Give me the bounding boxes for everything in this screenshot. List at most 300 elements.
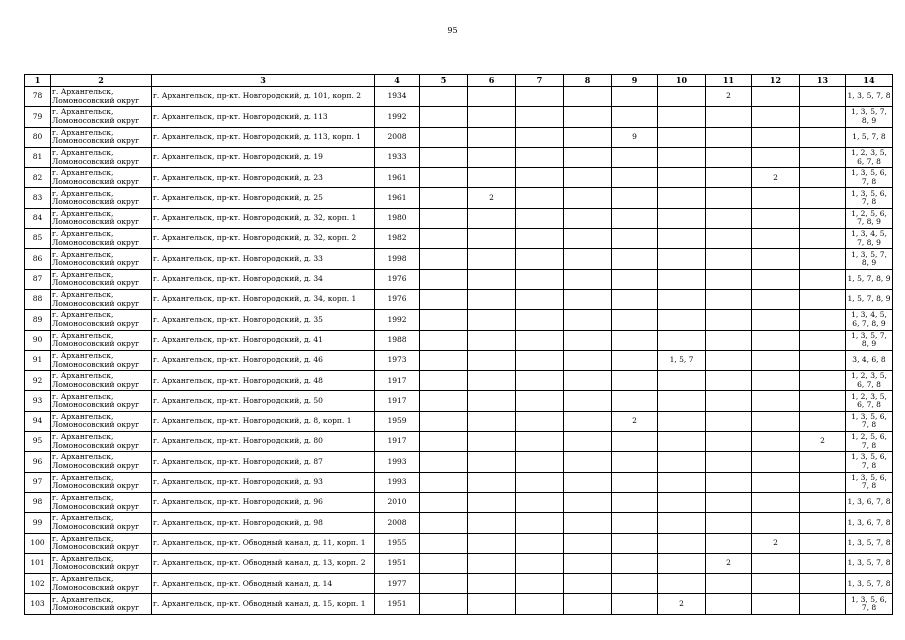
row-number-cell: 88	[25, 289, 51, 309]
row-number-cell: 82	[25, 168, 51, 188]
district-cell: г. Архангельск, Ломоносовский округ	[51, 168, 152, 188]
col8-cell	[564, 432, 612, 452]
column-header: 7	[516, 75, 564, 87]
col12-cell	[752, 553, 800, 573]
year-cell: 2010	[375, 492, 420, 512]
col6-cell	[468, 432, 516, 452]
col10-cell	[658, 229, 706, 249]
table-row	[25, 350, 893, 370]
district-cell: г. Архангельск, Ломоносовский округ	[51, 371, 152, 391]
col12-cell	[752, 269, 800, 289]
col13-cell	[800, 87, 846, 107]
col6-cell	[468, 574, 516, 594]
col6-cell	[468, 391, 516, 411]
col14-cell: 1, 3, 5, 7, 8, 9	[846, 249, 893, 269]
table-row	[25, 472, 893, 492]
col6-cell	[468, 208, 516, 228]
col10-cell	[658, 269, 706, 289]
address-cell: г. Архангельск, пр-кт. Новгородский, д. 23	[152, 168, 375, 188]
district-cell: г. Архангельск, Ломоносовский округ	[51, 330, 152, 350]
col8-cell	[564, 127, 612, 147]
row-number-cell: 84	[25, 208, 51, 228]
col7-cell	[516, 492, 564, 512]
col5-cell	[420, 432, 468, 452]
col11-cell	[706, 107, 752, 127]
table-row	[25, 371, 893, 391]
col8-cell	[564, 310, 612, 330]
row-number-cell: 100	[25, 533, 51, 553]
col12-cell	[752, 147, 800, 167]
col8-cell	[564, 249, 612, 269]
col12-cell	[752, 249, 800, 269]
col7-cell	[516, 371, 564, 391]
col7-cell	[516, 411, 564, 431]
col8-cell	[564, 168, 612, 188]
col7-cell	[516, 269, 564, 289]
col10-cell	[658, 533, 706, 553]
year-cell: 1917	[375, 391, 420, 411]
year-cell: 1951	[375, 594, 420, 614]
table-row	[25, 513, 893, 533]
district-cell: г. Архангельск, Ломоносовский округ	[51, 432, 152, 452]
col8-cell	[564, 391, 612, 411]
col10-cell: 1, 5, 7	[658, 350, 706, 370]
col5-cell	[420, 208, 468, 228]
col8-cell	[564, 330, 612, 350]
col11-cell	[706, 350, 752, 370]
row-number-cell: 87	[25, 269, 51, 289]
address-cell: г. Архангельск, пр-кт. Новгородский, д. 50	[152, 391, 375, 411]
address-cell: г. Архангельск, пр-кт. Новгородский, д. 98	[152, 513, 375, 533]
district-cell: г. Архангельск, Ломоносовский округ	[51, 492, 152, 512]
row-number-cell: 79	[25, 107, 51, 127]
col5-cell	[420, 188, 468, 208]
col6-cell	[468, 452, 516, 472]
col11-cell	[706, 289, 752, 309]
table-row	[25, 249, 893, 269]
year-cell: 1934	[375, 87, 420, 107]
col12-cell	[752, 87, 800, 107]
district-cell: г. Архангельск, Ломоносовский округ	[51, 452, 152, 472]
column-header: 1	[25, 75, 51, 87]
col7-cell	[516, 330, 564, 350]
col11-cell	[706, 472, 752, 492]
col5-cell	[420, 87, 468, 107]
col5-cell	[420, 350, 468, 370]
year-cell: 1973	[375, 350, 420, 370]
row-number-cell: 86	[25, 249, 51, 269]
address-cell: г. Архангельск, пр-кт. Обводный канал, д. 13, корп. 2	[152, 553, 375, 573]
col9-cell	[612, 513, 658, 533]
col14-cell: 1, 3, 5, 6, 7, 8	[846, 168, 893, 188]
column-header: 14	[846, 75, 893, 87]
year-cell: 1917	[375, 432, 420, 452]
col14-cell: 1, 5, 7, 8	[846, 127, 893, 147]
address-cell: г. Архангельск, пр-кт. Обводный канал, д. 15, корп. 1	[152, 594, 375, 614]
col12-cell	[752, 432, 800, 452]
col14-cell: 1, 3, 5, 7, 8	[846, 533, 893, 553]
col12-cell	[752, 513, 800, 533]
col12-cell	[752, 310, 800, 330]
col13-cell	[800, 452, 846, 472]
col14-cell: 1, 2, 3, 5, 6, 7, 8	[846, 147, 893, 167]
col11-cell	[706, 513, 752, 533]
year-cell: 1992	[375, 310, 420, 330]
col13-cell	[800, 553, 846, 573]
col12-cell	[752, 594, 800, 614]
col14-cell: 1, 3, 5, 7, 8, 9	[846, 330, 893, 350]
col14-cell: 1, 3, 5, 7, 8	[846, 574, 893, 594]
col8-cell	[564, 533, 612, 553]
col14-cell: 1, 3, 5, 6, 7, 8	[846, 452, 893, 472]
row-number-cell: 94	[25, 411, 51, 431]
col11-cell: 2	[706, 553, 752, 573]
col14-cell: 1, 3, 5, 6, 7, 8	[846, 472, 893, 492]
col5-cell	[420, 594, 468, 614]
col11-cell	[706, 432, 752, 452]
district-cell: г. Архангельск, Ломоносовский округ	[51, 188, 152, 208]
year-cell: 1998	[375, 249, 420, 269]
col9-cell	[612, 229, 658, 249]
address-cell: г. Архангельск, пр-кт. Новгородский, д. 25	[152, 188, 375, 208]
table-row	[25, 330, 893, 350]
col14-cell: 1, 2, 3, 5, 6, 7, 8	[846, 371, 893, 391]
table-row	[25, 269, 893, 289]
col12-cell	[752, 107, 800, 127]
col9-cell	[612, 87, 658, 107]
col8-cell	[564, 229, 612, 249]
address-cell: г. Архангельск, пр-кт. Новгородский, д. 35	[152, 310, 375, 330]
district-cell: г. Архангельск, Ломоносовский округ	[51, 513, 152, 533]
year-cell: 1993	[375, 472, 420, 492]
col9-cell	[612, 330, 658, 350]
col9-cell	[612, 147, 658, 167]
col7-cell	[516, 208, 564, 228]
col14-cell: 1, 3, 6, 7, 8	[846, 513, 893, 533]
col6-cell	[468, 472, 516, 492]
col9-cell	[612, 107, 658, 127]
col10-cell	[658, 574, 706, 594]
col11-cell	[706, 208, 752, 228]
col7-cell	[516, 188, 564, 208]
table-row	[25, 168, 893, 188]
table-row	[25, 533, 893, 553]
col13-cell	[800, 492, 846, 512]
col10-cell	[658, 127, 706, 147]
col8-cell	[564, 269, 612, 289]
col13-cell	[800, 127, 846, 147]
district-cell: г. Архангельск, Ломоносовский округ	[51, 553, 152, 573]
col8-cell	[564, 574, 612, 594]
col13-cell	[800, 472, 846, 492]
address-cell: г. Архангельск, пр-кт. Новгородский, д. 101, корп. 2	[152, 87, 375, 107]
table-row	[25, 289, 893, 309]
col7-cell	[516, 594, 564, 614]
col14-cell: 1, 5, 7, 8, 9	[846, 289, 893, 309]
table-header-row	[25, 75, 893, 87]
col9-cell	[612, 574, 658, 594]
table-row	[25, 107, 893, 127]
col8-cell	[564, 289, 612, 309]
col10-cell	[658, 188, 706, 208]
district-cell: г. Архангельск, Ломоносовский округ	[51, 391, 152, 411]
col8-cell	[564, 472, 612, 492]
table-row	[25, 391, 893, 411]
col9-cell	[612, 249, 658, 269]
col11-cell	[706, 168, 752, 188]
row-number-cell: 95	[25, 432, 51, 452]
address-cell: г. Архангельск, пр-кт. Новгородский, д. 34	[152, 269, 375, 289]
col12-cell	[752, 330, 800, 350]
col11-cell	[706, 147, 752, 167]
col7-cell	[516, 553, 564, 573]
col7-cell	[516, 229, 564, 249]
col9-cell	[612, 350, 658, 370]
col12-cell	[752, 391, 800, 411]
col9-cell	[612, 310, 658, 330]
address-cell: г. Архангельск, пр-кт. Новгородский, д. 48	[152, 371, 375, 391]
col9-cell	[612, 533, 658, 553]
district-cell: г. Архангельск, Ломоносовский округ	[51, 269, 152, 289]
col7-cell	[516, 513, 564, 533]
column-header: 6	[468, 75, 516, 87]
col13-cell	[800, 229, 846, 249]
row-number-cell: 97	[25, 472, 51, 492]
district-cell: г. Архангельск, Ломоносовский округ	[51, 411, 152, 431]
row-number-cell: 92	[25, 371, 51, 391]
col11-cell	[706, 533, 752, 553]
col13-cell	[800, 513, 846, 533]
year-cell: 1988	[375, 330, 420, 350]
district-cell: г. Архангельск, Ломоносовский округ	[51, 472, 152, 492]
row-number-cell: 89	[25, 310, 51, 330]
col8-cell	[564, 513, 612, 533]
col6-cell	[468, 533, 516, 553]
address-cell: г. Архангельск, пр-кт. Обводный канал, д. 14	[152, 574, 375, 594]
table-row	[25, 229, 893, 249]
column-header: 8	[564, 75, 612, 87]
col8-cell	[564, 350, 612, 370]
col9-cell	[612, 208, 658, 228]
col5-cell	[420, 168, 468, 188]
col12-cell	[752, 289, 800, 309]
col11-cell	[706, 310, 752, 330]
col7-cell	[516, 87, 564, 107]
row-number-cell: 80	[25, 127, 51, 147]
row-number-cell: 78	[25, 87, 51, 107]
district-cell: г. Архангельск, Ломоносовский округ	[51, 289, 152, 309]
col14-cell: 1, 3, 6, 7, 8	[846, 492, 893, 512]
row-number-cell: 83	[25, 188, 51, 208]
col6-cell	[468, 127, 516, 147]
col10-cell	[658, 472, 706, 492]
col5-cell	[420, 452, 468, 472]
col6-cell	[468, 168, 516, 188]
address-cell: г. Архангельск, пр-кт. Новгородский, д. 32, корп. 1	[152, 208, 375, 228]
col5-cell	[420, 411, 468, 431]
col5-cell	[420, 289, 468, 309]
address-cell: г. Архангельск, пр-кт. Новгородский, д. 32, корп. 2	[152, 229, 375, 249]
district-cell: г. Архангельск, Ломоносовский округ	[51, 147, 152, 167]
col8-cell	[564, 147, 612, 167]
address-cell: г. Архангельск, пр-кт. Новгородский, д. 113, корп. 1	[152, 127, 375, 147]
col10-cell	[658, 411, 706, 431]
col11-cell	[706, 229, 752, 249]
col11-cell	[706, 249, 752, 269]
col7-cell	[516, 432, 564, 452]
row-number-cell: 96	[25, 452, 51, 472]
col13-cell	[800, 574, 846, 594]
col14-cell: 1, 2, 5, 6, 7, 8, 9	[846, 208, 893, 228]
col6-cell: 2	[468, 188, 516, 208]
row-number-cell: 99	[25, 513, 51, 533]
col8-cell	[564, 452, 612, 472]
year-cell: 1993	[375, 452, 420, 472]
col13-cell	[800, 188, 846, 208]
col9-cell	[612, 269, 658, 289]
col8-cell	[564, 371, 612, 391]
row-number-cell: 103	[25, 594, 51, 614]
col9-cell	[612, 553, 658, 573]
col12-cell	[752, 492, 800, 512]
col6-cell	[468, 310, 516, 330]
col13-cell	[800, 350, 846, 370]
col5-cell	[420, 391, 468, 411]
column-header: 5	[420, 75, 468, 87]
address-cell: г. Архангельск, пр-кт. Новгородский, д. 80	[152, 432, 375, 452]
col13-cell	[800, 147, 846, 167]
col5-cell	[420, 553, 468, 573]
col9-cell	[612, 594, 658, 614]
col6-cell	[468, 249, 516, 269]
col6-cell	[468, 87, 516, 107]
year-cell: 1982	[375, 229, 420, 249]
year-cell: 1977	[375, 574, 420, 594]
district-cell: г. Архангельск, Ломоносовский округ	[51, 87, 152, 107]
row-number-cell: 102	[25, 574, 51, 594]
district-cell: г. Архангельск, Ломоносовский округ	[51, 533, 152, 553]
col8-cell	[564, 188, 612, 208]
col14-cell: 1, 3, 4, 5, 6, 7, 8, 9	[846, 310, 893, 330]
col7-cell	[516, 452, 564, 472]
col8-cell	[564, 553, 612, 573]
col11-cell	[706, 127, 752, 147]
column-header: 10	[658, 75, 706, 87]
col6-cell	[468, 513, 516, 533]
col10-cell	[658, 553, 706, 573]
col5-cell	[420, 229, 468, 249]
address-cell: г. Архангельск, пр-кт. Обводный канал, д. 11, корп. 1	[152, 533, 375, 553]
row-number-cell: 101	[25, 553, 51, 573]
col10-cell	[658, 330, 706, 350]
district-cell: г. Архангельск, Ломоносовский округ	[51, 229, 152, 249]
col12-cell	[752, 574, 800, 594]
col6-cell	[468, 411, 516, 431]
col5-cell	[420, 127, 468, 147]
col13-cell: 2	[800, 432, 846, 452]
col10-cell	[658, 208, 706, 228]
table-row	[25, 188, 893, 208]
col12-cell: 2	[752, 533, 800, 553]
row-number-cell: 90	[25, 330, 51, 350]
table-row	[25, 87, 893, 107]
col13-cell	[800, 391, 846, 411]
col8-cell	[564, 208, 612, 228]
row-number-cell: 98	[25, 492, 51, 512]
col10-cell	[658, 513, 706, 533]
column-header: 12	[752, 75, 800, 87]
address-cell: г. Архангельск, пр-кт. Новгородский, д. 46	[152, 350, 375, 370]
col9-cell	[612, 391, 658, 411]
district-cell: г. Архангельск, Ломоносовский округ	[51, 107, 152, 127]
col8-cell	[564, 107, 612, 127]
district-cell: г. Архангельск, Ломоносовский округ	[51, 127, 152, 147]
col13-cell	[800, 249, 846, 269]
col6-cell	[468, 269, 516, 289]
col8-cell	[564, 492, 612, 512]
col12-cell	[752, 229, 800, 249]
col12-cell	[752, 188, 800, 208]
address-cell: г. Архангельск, пр-кт. Новгородский, д. 41	[152, 330, 375, 350]
table-row	[25, 208, 893, 228]
col12-cell	[752, 350, 800, 370]
col5-cell	[420, 330, 468, 350]
row-number-cell: 91	[25, 350, 51, 370]
col10-cell	[658, 147, 706, 167]
col11-cell	[706, 411, 752, 431]
col11-cell: 2	[706, 87, 752, 107]
col14-cell: 1, 3, 5, 6, 7, 8	[846, 188, 893, 208]
year-cell: 1992	[375, 107, 420, 127]
col6-cell	[468, 289, 516, 309]
col12-cell	[752, 411, 800, 431]
col13-cell	[800, 289, 846, 309]
table-row	[25, 492, 893, 512]
col12-cell	[752, 472, 800, 492]
district-cell: г. Архангельск, Ломоносовский округ	[51, 350, 152, 370]
col10-cell	[658, 452, 706, 472]
col7-cell	[516, 574, 564, 594]
col11-cell	[706, 391, 752, 411]
col10-cell	[658, 87, 706, 107]
col7-cell	[516, 289, 564, 309]
col10-cell	[658, 107, 706, 127]
column-header: 11	[706, 75, 752, 87]
col7-cell	[516, 472, 564, 492]
col10-cell	[658, 492, 706, 512]
col9-cell	[612, 472, 658, 492]
address-cell: г. Архангельск, пр-кт. Новгородский, д. 113	[152, 107, 375, 127]
col5-cell	[420, 492, 468, 512]
row-number-cell: 81	[25, 147, 51, 167]
year-cell: 1933	[375, 147, 420, 167]
address-cell: г. Архангельск, пр-кт. Новгородский, д. 34, корп. 1	[152, 289, 375, 309]
col13-cell	[800, 330, 846, 350]
col9-cell: 2	[612, 411, 658, 431]
col7-cell	[516, 533, 564, 553]
col6-cell	[468, 147, 516, 167]
district-cell: г. Архангельск, Ломоносовский округ	[51, 249, 152, 269]
col5-cell	[420, 310, 468, 330]
col13-cell	[800, 371, 846, 391]
col7-cell	[516, 127, 564, 147]
col14-cell: 1, 3, 5, 7, 8, 9	[846, 107, 893, 127]
table-row	[25, 411, 893, 431]
col14-cell: 1, 3, 5, 6, 7, 8	[846, 411, 893, 431]
table-row	[25, 574, 893, 594]
col5-cell	[420, 107, 468, 127]
col13-cell	[800, 269, 846, 289]
